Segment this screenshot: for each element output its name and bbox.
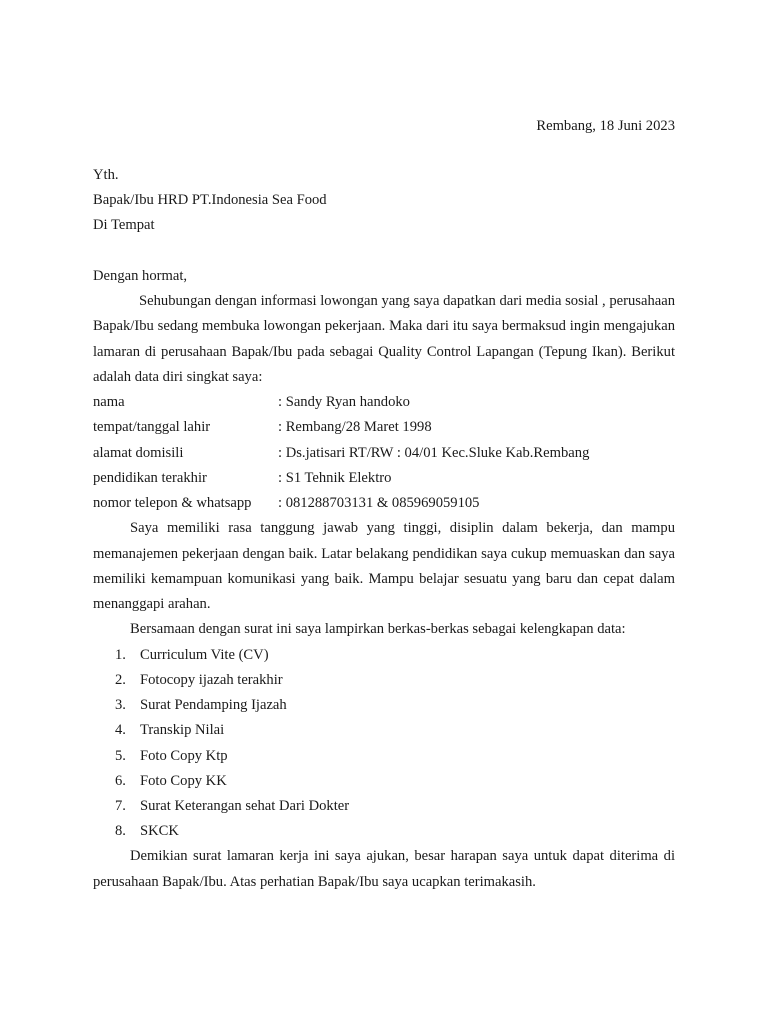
personal-data-row	[93, 441, 589, 466]
closing-paragraph: Demikian surat lamaran kerja ini saya ajukan, besar harapan saya untuk dapat diterima di perusahaan Bapak/Ibu. Atas perhatian Bapak/Ibu saya ucapkan terimakasih.	[93, 848, 675, 890]
personal-data-value: : Ds.jatisari RT/RW : 04/01 Kec.Sluke Kab.Rembang	[278, 444, 590, 461]
intro-paragraph: Sehubungan dengan informasi lowongan yang saya dapatkan dari media sosial , perusahaan Bapak/Ibu sedang membuka lowongan pekerjaan. Maka dari itu saya bermaksud ingin mengajukan lamaran di perusahaan Bapak/Ibu pada sebagai Quality Control Lapangan (Tepung Ikan). Berikut adalah data diri singkat saya:	[93, 293, 675, 385]
attachment-text: SKCK	[140, 823, 179, 840]
attachment-number: 6.	[115, 772, 126, 789]
attachment-item	[93, 668, 675, 693]
attachment-item	[93, 794, 675, 819]
personal-data-value: : 081288703131 & 085969059105	[278, 495, 480, 511]
addressee-greeting: Yth.	[93, 167, 119, 183]
addressee-block	[93, 163, 675, 238]
attachment-number: 4.	[115, 722, 126, 739]
attachment-number: 1.	[115, 646, 126, 663]
attachment-item	[93, 693, 675, 718]
attachment-number: 8.	[115, 823, 126, 840]
personal-data-row	[93, 491, 589, 516]
personal-data-label: nomor telepon & whatsapp	[93, 495, 252, 511]
attachment-number: 2.	[115, 671, 126, 688]
personal-data-label: nama	[93, 394, 125, 411]
attachment-text: Foto Copy KK	[140, 772, 227, 789]
attachment-text: Fotocopy ijazah terakhir	[140, 671, 283, 688]
personal-data-table	[93, 390, 589, 516]
attachment-item	[93, 769, 675, 794]
attachment-item	[93, 819, 675, 844]
personal-data-row	[93, 390, 589, 415]
salutation: Dengan hormat,	[93, 268, 188, 284]
attachment-item	[93, 643, 675, 668]
personal-data-value: : S1 Tehnik Elektro	[278, 469, 392, 486]
personal-data-value: : Sandy Ryan handoko	[278, 394, 410, 411]
personal-data-label: pendidikan terakhir	[93, 469, 207, 486]
qualification-paragraph: Saya memiliki rasa tanggung jawab yang tinggi, disiplin dalam bekerja, dan mampu memanajemen pekerjaan dengan baik. Latar belakang pendidikan saya cukup memuaskan dan saya memiliki kemampuan komunikasi yang baik. Mampu belajar sesuatu yang baru dan cepat dalam menanggapi arahan.	[93, 520, 675, 613]
attachment-text: Transkip Nilai	[140, 722, 225, 739]
attachment-text: Surat Keterangan sehat Dari Dokter	[140, 797, 350, 814]
attachments-list	[93, 643, 675, 845]
attachments-intro: Bersamaan dengan surat ini saya lampirkan berkas-berkas sebagai kelengkapan data:	[130, 621, 626, 638]
attachment-text: Foto Copy Ktp	[140, 747, 228, 764]
personal-data-row	[93, 415, 589, 440]
attachment-item	[93, 718, 675, 743]
attachment-text: Surat Pendamping Ijazah	[140, 697, 287, 714]
letter-page	[93, 0, 675, 1024]
attachment-number: 3.	[115, 697, 126, 714]
attachment-text: Curriculum Vite (CV)	[140, 646, 269, 663]
attachment-number: 7.	[115, 797, 126, 814]
addressee-recipient: Bapak/Ibu HRD PT.Indonesia Sea Food	[93, 192, 327, 208]
attachment-item	[93, 744, 675, 769]
letter-date: Rembang, 18 Juni 2023	[536, 118, 675, 134]
personal-data-value: : Rembang/28 Maret 1998	[278, 419, 432, 436]
attachment-number: 5.	[115, 747, 126, 764]
personal-data-row	[93, 466, 589, 491]
addressee-location: Di Tempat	[93, 217, 155, 233]
letter-body	[93, 289, 675, 895]
personal-data-label: alamat domisili	[93, 444, 184, 461]
personal-data-label: tempat/tanggal lahir	[93, 419, 211, 436]
